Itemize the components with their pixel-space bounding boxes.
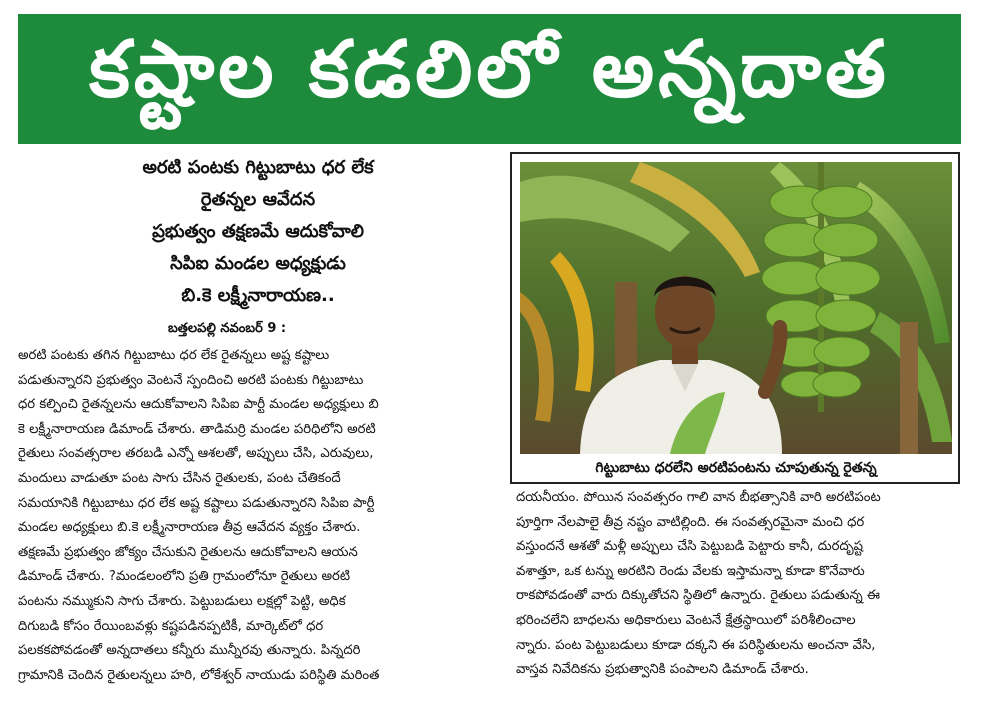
body-line: డిమాండ్ చేశారు. ?మండలంలోని ప్రతి గ్రామంలోనూ రైతులు అరటి <box>18 569 351 585</box>
headline-line: రైతన్నల ఆవేదన <box>200 189 316 210</box>
page-title: కష్టాల కడలిలో అన్నదాత <box>89 24 890 115</box>
headline-line: అరటి పంటకు గిట్టుబాటు ధర లేక <box>142 157 374 178</box>
body-line: గ్రామానికి చెందిన రైతులన్నలు హరి, లోకేశ్వర్ నాయుడు పరిస్థితి మరింత <box>18 667 380 683</box>
body-line: న్నారు. పంట పెట్టుబడులు కూడా దక్కని ఈ పరిస్థితులను అంచనా వేసి, <box>516 637 876 653</box>
photo-caption: గిట్టుబాటు ధరలేని అరటిపంటను చూపుతున్న రైతన్న <box>595 460 877 476</box>
body-line: వశాత్తూ, ఒక టన్ను అరటిని రెండు వేలకు ఇస్తామన్నా కూడా కొనేవారు <box>516 563 865 579</box>
body-line: రాకపోవడంతో వారు దిక్కుతోచని స్థితిలో ఉన్నారు. రైతులు పడుతున్న ఈ <box>516 588 880 604</box>
body-line: మండల అధ్యక్షులు బి.కె లక్ష్మీనారాయణ తీవ్ర ఆవేదన వ్యక్తం చేశారు. <box>18 520 361 536</box>
body-line: భరించలేని బాధలను అధికారులు వెంటనే క్షేత్రస్థాయిలో పరిశీలించాల <box>516 612 856 628</box>
body-line: పడుతున్నారని ప్రభుత్వం వెంటనే స్పందించి అరటి పంటకు గిట్టుబాటు <box>18 372 364 388</box>
article-body-left-column <box>18 344 498 688</box>
sub-headline <box>18 152 498 312</box>
body-line: సమయానికి గిట్టుబాటు ధర లేక అష్ట కష్టాలు పడుతున్నారని సిపిఐ పార్టీ <box>18 495 375 511</box>
body-line: అరటి పంటకు తగిన గిట్టుబాటు ధర లేక రైతన్నలు అష్ట కష్టాలు <box>18 348 330 363</box>
news-photo-frame <box>510 152 960 484</box>
body-line: పూర్తిగా నేలపాలై తీవ్ర నష్టం వాటిల్లింది. ఈ సంవత్సరమైనా మంచి ధర <box>516 514 865 530</box>
farmer-banana-photo <box>520 162 952 454</box>
article-body-right-column <box>516 486 964 683</box>
dateline: బత్తలపల్లి నవంబర్ 9 : <box>168 321 287 336</box>
body-line: మందులు వాడుతూ పంట సాగు చేసిన రైతులకు, పంట చేతికందే <box>18 470 341 486</box>
body-line: వాస్తవ నివేదికను ప్రభుత్వానికి పంపాలని డిమాండ్ చేశారు. <box>516 662 809 678</box>
headline-line: సిపిఐ మండల అధ్యక్షుడు <box>170 253 346 274</box>
body-line: పలకకపోవడంతో అన్నదాతలు కన్నీరు మున్నీరవు తున్నారు. పిన్నదరి <box>18 643 361 659</box>
body-line: పంటను నమ్ముకుని సాగు చేశారు. పెట్టుబడులు లక్షల్లో పెట్టి, అధిక <box>18 593 346 609</box>
body-line: ధర కల్పించి రైతన్నలను ఆదుకోవాలని సిపిఐ పార్టీ మండల అధ్యక్షులు బి <box>18 397 379 413</box>
title-banner <box>18 14 961 144</box>
headline-line: బి.కె లక్ష్మీనారాయణ.. <box>181 285 335 306</box>
body-line: రైతులు సంవత్సరాల తరబడి ఎన్నో ఆశలతో, అప్పులు చేసి, ఎరువులు, <box>18 446 374 462</box>
body-line: తక్షణమే ప్రభుత్వం జోక్యం చేసుకుని రైతులను ఆదుకోవాలని ఆయన <box>18 544 358 560</box>
body-line: దిగుబడి కోసం రేయింబవళ్లు కష్టపడినప్పటికీ, మార్కెట్‌లో ధర <box>18 618 324 634</box>
body-line: దయనీయం. పోయిన సంవత్సరం గాలి వాన బీభత్సానికి వారి అరటిపంట <box>516 490 881 505</box>
body-line: వస్తుందనే ఆశతో మళ్లీ అప్పులు చేసి పెట్టుబడి పెట్టారు కానీ, దురదృష్ట <box>516 539 864 555</box>
body-line: కె లక్ష్మీనారాయణ డిమాండ్ చేశారు. తాడిమర్రి మండల పరిధిలోని అరటి <box>18 421 376 437</box>
headline-line: ప్రభుత్వం తక్షణమే ఆదుకోవాలి <box>152 221 364 242</box>
